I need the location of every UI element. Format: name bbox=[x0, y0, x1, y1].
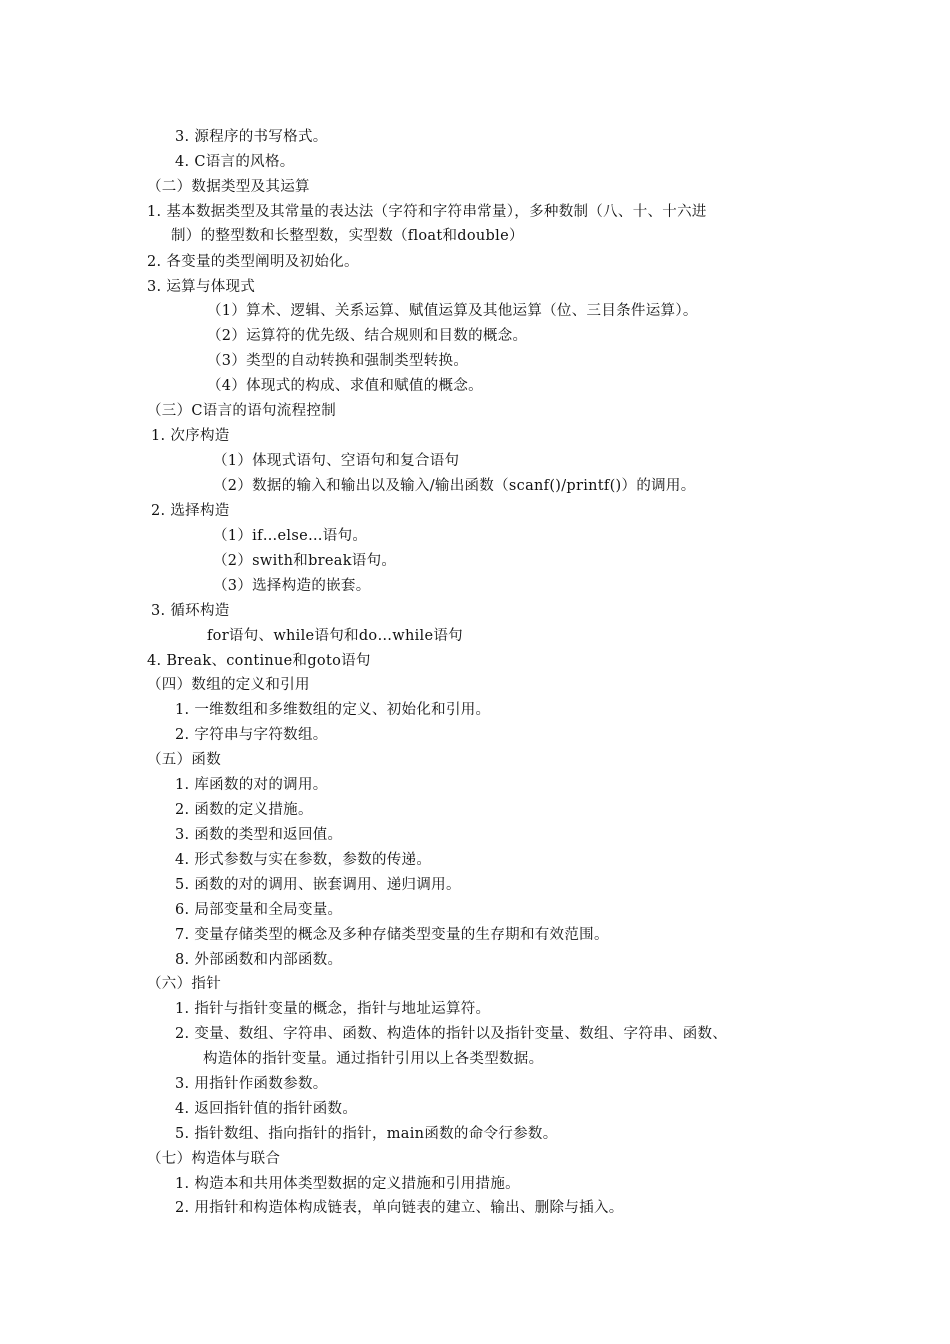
text-line: （1）算术、逻辑、关系运算、赋值运算及其他运算（位、三目条件运算）。 bbox=[207, 303, 698, 319]
text-line: （2）数据的输入和输出以及输入/输出函数（scanf()/printf()）的调用。 bbox=[213, 478, 696, 494]
text-line: 2. 函数的定义措施。 bbox=[175, 802, 313, 818]
section-heading: （五）函数 bbox=[147, 752, 221, 768]
text-line: （2）运算符的优先级、结合规则和目数的概念。 bbox=[207, 328, 528, 344]
text-line: 6. 局部变量和全局变量。 bbox=[175, 902, 343, 918]
section-heading: （四）数组的定义和引用 bbox=[147, 677, 310, 693]
text-line: 2. 各变量的类型阐明及初始化。 bbox=[147, 254, 359, 270]
text-line: 3. 源程序的书写格式。 bbox=[175, 129, 328, 145]
text-line: 1. 基本数据类型及其常量的表达法（字符和字符串常量），多种数制（八、十、十六进 bbox=[147, 204, 707, 220]
text-line: （3）类型的自动转换和强制类型转换。 bbox=[207, 353, 469, 369]
text-line: 1. 指针与指针变量的概念，指针与地址运算符。 bbox=[175, 1001, 491, 1017]
text-line: 4. 形式参数与实在参数，参数的传递。 bbox=[175, 852, 432, 868]
text-line: （1）if…else…语句。 bbox=[213, 528, 368, 544]
text-line: （3）选择构造的嵌套。 bbox=[213, 578, 371, 594]
text-line: 4. Break、continue和goto语句 bbox=[147, 653, 371, 669]
text-line: for语句、while语句和do…while语句 bbox=[207, 628, 463, 644]
text-line: 3. 用指针作函数参数。 bbox=[175, 1076, 328, 1092]
text-line: 2. 选择构造 bbox=[151, 503, 230, 519]
text-line: 2. 用指针和构造体构成链表，单向链表的建立、输出、删除与插入。 bbox=[175, 1200, 624, 1216]
text-line: 1. 构造本和共用体类型数据的定义措施和引用措施。 bbox=[175, 1176, 520, 1192]
text-line: 3. 函数的类型和返回值。 bbox=[175, 827, 343, 843]
text-line: 7. 变量存储类型的概念及多种存储类型变量的生存期和有效范围。 bbox=[175, 927, 609, 943]
text-line: 2. 字符串与字符数组。 bbox=[175, 727, 328, 743]
text-line: （4）体现式的构成、求值和赋值的概念。 bbox=[207, 378, 483, 394]
text-line: 2. 变量、数组、字符串、函数、构造体的指针以及指针变量、数组、字符串、函数、 bbox=[175, 1026, 728, 1042]
text-line: 4. 返回指针值的指针函数。 bbox=[175, 1101, 358, 1117]
text-line: 3. 运算与体现式 bbox=[147, 279, 256, 295]
section-heading: （六）指针 bbox=[147, 976, 221, 992]
text-line: （2）swith和break语句。 bbox=[213, 553, 397, 569]
text-line: 8. 外部函数和内部函数。 bbox=[175, 952, 343, 968]
text-line: 1. 库函数的对的调用。 bbox=[175, 777, 328, 793]
text-line: 1. 一维数组和多维数组的定义、初始化和引用。 bbox=[175, 702, 491, 718]
section-heading: （三）C语言的语句流程控制 bbox=[147, 403, 336, 419]
text-line: 制）的整型数和长整型数，实型数（float和double） bbox=[171, 228, 524, 244]
text-line: 5. 指针数组、指向指针的指针，main函数的命令行参数。 bbox=[175, 1126, 558, 1142]
section-heading: （二）数据类型及其运算 bbox=[147, 179, 310, 195]
text-line: 3. 循环构造 bbox=[151, 603, 230, 619]
text-line: 构造体的指针变量。通过指针引用以上各类型数据。 bbox=[203, 1051, 544, 1067]
text-line: 5. 函数的对的调用、嵌套调用、递归调用。 bbox=[175, 877, 461, 893]
text-line: 4. C语言的风格。 bbox=[175, 154, 295, 170]
section-heading: （七）构造体与联合 bbox=[147, 1151, 281, 1167]
text-line: （1）体现式语句、空语句和复合语句 bbox=[213, 453, 460, 469]
text-line: 1. 次序构造 bbox=[151, 428, 230, 444]
